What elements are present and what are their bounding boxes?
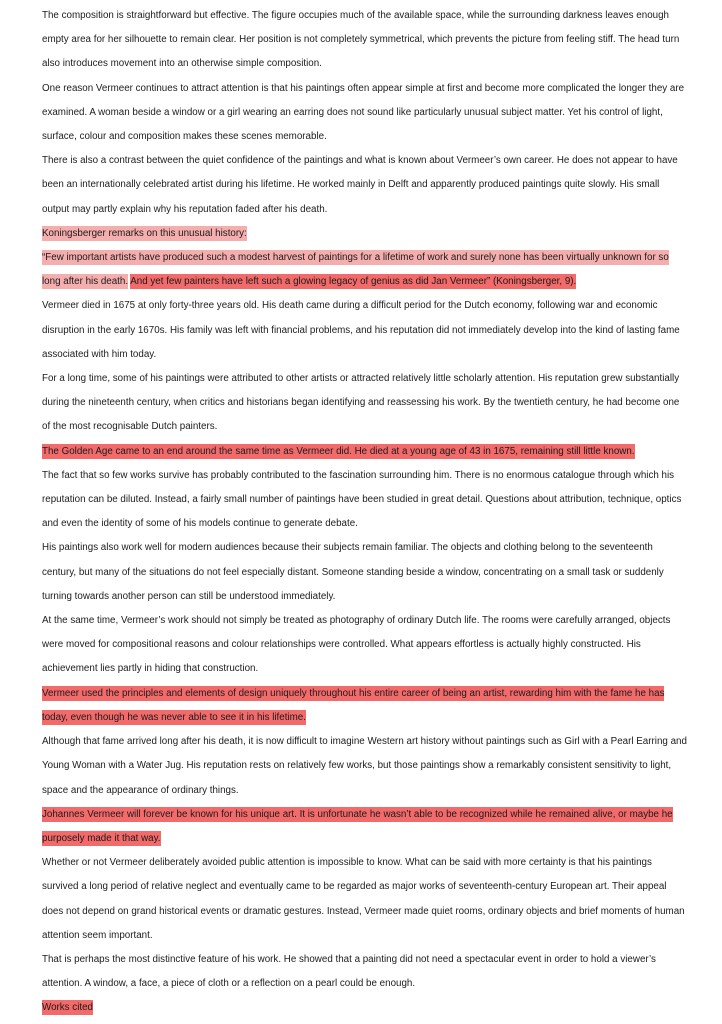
paragraph: [42, 4, 688, 77]
paragraph: [42, 803, 688, 851]
highlighted-text: Johannes Vermeer will forever be known for his unique art. It is unfortunate he wasn’t able to be recognized while he remained alive, or maybe he purposely made it that way.: [42, 808, 673, 844]
text-run: For a long time, some of his paintings were attributed to other artists or attracted relatively little scholarly attention. His reputation grew substantially during the nineteenth century, when critics and historians began identifying and reassessing his work. By the twentieth century, he had become one of the most recognisable Dutch painters.: [42, 373, 680, 433]
paragraph: [42, 730, 688, 803]
text-run: His paintings also work well for modern audiences because their subjects remain familiar. The objects and clothing belong to the seventeenth century, but many of the situations do not feel especially distant. Someone standing beside a window, concentrating on a small task or suddenly turning towards another person can still be understood immediately.: [42, 542, 664, 602]
text-run: Vermeer died in 1675 at only forty-three years old. His death came during a difficult period for the Dutch economy, following war and economic disruption in the early 1670s. His family was left with financial problems, and his reputation did not immediately develop into the kind of lasting fame associated with him today.: [42, 300, 680, 360]
text-run: The fact that so few works survive has probably contributed to the fascination surrounding him. There is no enormous catalogue through which his reputation can be diluted. Instead, a fairly small number of paintings have been studied in great detail. Questions about attribution, technique, optics and even the identity of some of his models continue to generate debate.: [42, 469, 682, 530]
paragraph: [42, 948, 688, 996]
paragraph: [42, 996, 688, 1020]
text-run: At the same time, Vermeer’s work should not simply be treated as photography of ordinary Dutch life. The rooms were carefully arranged, objects were moved for compositional reasons and colour relationships were controlled. What appears effortless is actually highly constructed. His achievement lies partly in hiding that construction.: [42, 615, 671, 675]
paragraph: [42, 536, 688, 609]
paragraph: [42, 149, 688, 222]
highlighted-text: “Few important artists have produced such a modest harvest of paintings for a lifetime of work and surely none has been virtually unknown for so long after his death.: [42, 252, 669, 288]
paragraph: [42, 851, 688, 948]
document-body: [42, 4, 688, 1021]
highlighted-text: And yet few painters have left such a glowing legacy of genius as did Jan Vermeer” (Koningsberger, 9).: [130, 276, 577, 288]
paragraph: [42, 294, 688, 367]
paragraph: [42, 609, 688, 682]
text-run: There is also a contrast between the quiet confidence of the paintings and what is known about Vermeer’s own career. He does not appear to have been an internationally celebrated artist during his lifetime. He worked mainly in Delft and apparently produced paintings quite slowly. His small output may partly explain why his reputation faded after his death.: [42, 155, 678, 215]
highlighted-text: Koningsberger remarks on this unusual history:: [42, 227, 247, 239]
text-run: The composition is straightforward but effective. The figure occupies much of the available space, while the surrounding darkness leaves enough empty area for her silhouette to remain clear. Her position is not completely symmetrical, which prevents the picture from feeling stiff. The head turn also introduces movement into an otherwise simple composition.: [42, 10, 680, 70]
text-run: Although that fame arrived long after his death, it is now difficult to imagine Western art history without paintings such as Girl with a Pearl Earring and Young Woman with a Water Jug. His reputation rests on relatively few works, but those paintings show a remarkably consistent sensitivity to light, space and the appearance of ordinary things.: [42, 736, 687, 796]
text-run: One reason Vermeer continues to attract attention is that his paintings often appear simple at first and become more complicated the longer they are examined. A woman beside a window or a girl wearing an earring does not sound like particularly unusual subject matter. Yet his control of light, surface, colour and composition makes these scenes memorable.: [42, 82, 685, 143]
highlighted-text: Works cited: [42, 1002, 93, 1014]
paragraph: [42, 464, 688, 537]
highlighted-text: Vermeer used the principles and elements of design uniquely throughout his entire career of being an artist, rewarding him with the fame he has today, even though he was never able to see it in his lifetime.: [42, 687, 665, 723]
paragraph: [42, 367, 688, 440]
highlighted-text: The Golden Age came to an end around the same time as Vermeer did. He died at a young age of 43 in 1675, remaining still little known.: [42, 445, 635, 457]
text-run: Whether or not Vermeer deliberately avoided public attention is impossible to know. What can be said with more certainty is that his paintings survived a long period of relative neglect and eventually came to be regarded as major works of seventeenth-century European art. Their appeal does not depend on grand historical events or dramatic gestures. Instead, Vermeer made quiet rooms, ordinary objects and brief moments of human attention seem important.: [42, 857, 685, 941]
text-run: That is perhaps the most distinctive feature of his work. He showed that a painting did not need a spectacular event in order to hold a viewer’s attention. A window, a face, a piece of cloth or a reflection on a pearl could be enough.: [42, 953, 656, 990]
paragraph: [42, 77, 688, 150]
paragraph: [42, 222, 688, 246]
paragraph: [42, 682, 688, 730]
paragraph: [42, 246, 688, 294]
paragraph: [42, 440, 688, 464]
